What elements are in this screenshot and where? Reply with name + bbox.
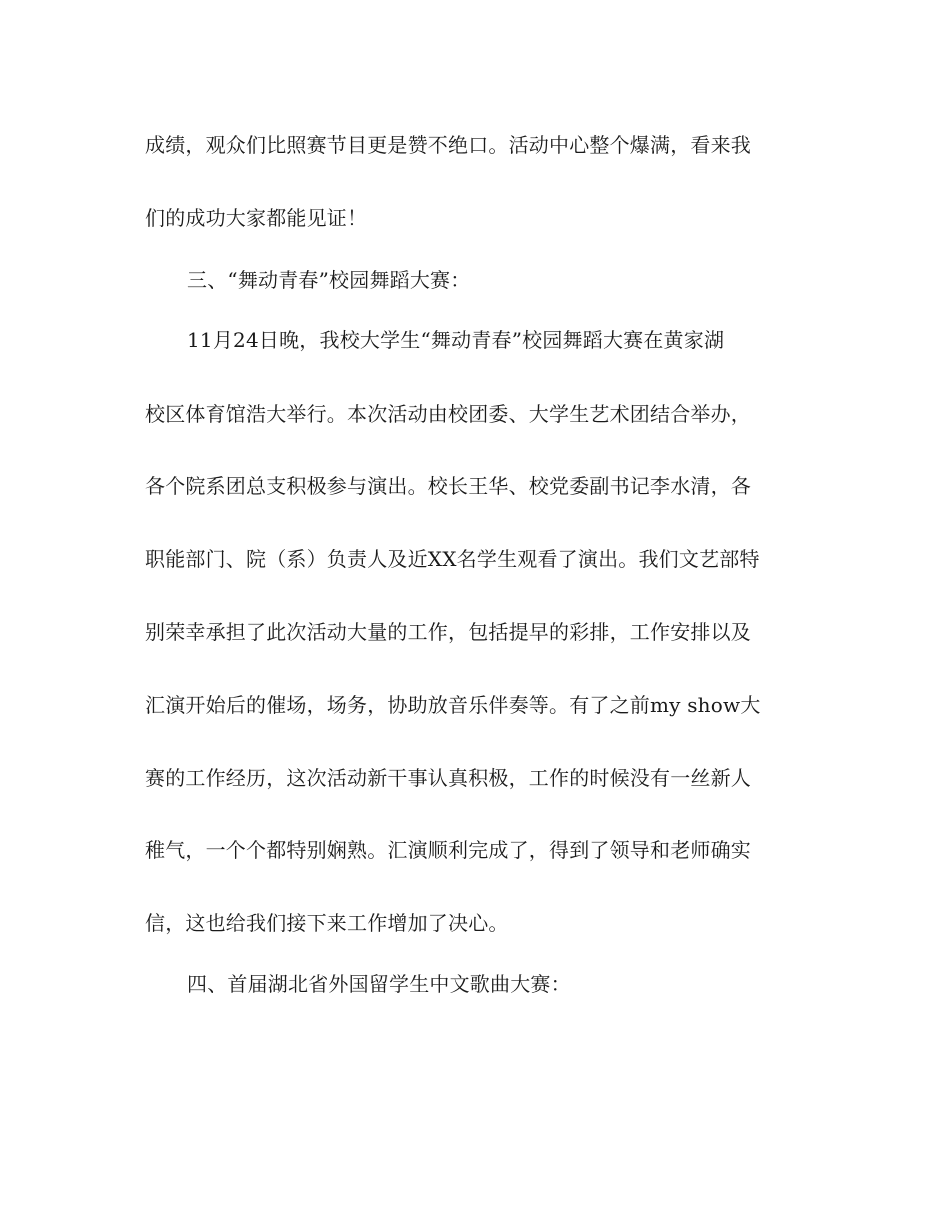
body-text-line: 别荣幸承担了此次活动大量的工作，包括提早的彩排，工作安排以及 [145,620,751,644]
body-text-line: 成绩，观众们比照赛节目更是赞不绝口。活动中心整个爆满，看来我 [145,133,751,157]
body-text-line: 汇演开始后的催场，场务，协助放音乐伴奏等。有了之前my show大 [145,693,761,717]
body-text-line: 们的成功大家都能见证！ [145,206,368,230]
body-text-line: 稚气，一个个都特别娴熟。汇演顺利完成了，得到了领导和老师确实 [145,838,751,862]
section-heading-4: 四、首届湖北省外国留学生中文歌曲大赛： [187,972,571,996]
body-text-line: 赛的工作经历，这次活动新干事认真积极，工作的时候没有一丝新人 [145,766,751,790]
body-text-line: 信，这也给我们接下来工作增加了决心。 [145,911,509,935]
paragraph-first-line: 11月24日晚，我校大学生“舞动青春”校园舞蹈大赛在黄家湖 [187,328,725,352]
body-text-line: 职能部门、院（系）负责人及近XX名学生观看了演出。我们文艺部特 [145,547,760,571]
body-text-line: 校区体育馆浩大举行。本次活动由校团委、大学生艺术团结合举办， [145,402,751,426]
section-heading-3: 三、“舞动青春”校园舞蹈大赛： [187,268,471,292]
body-text-line: 各个院系团总支积极参与演出。校长王华、校党委副书记李水清，各 [145,474,751,498]
